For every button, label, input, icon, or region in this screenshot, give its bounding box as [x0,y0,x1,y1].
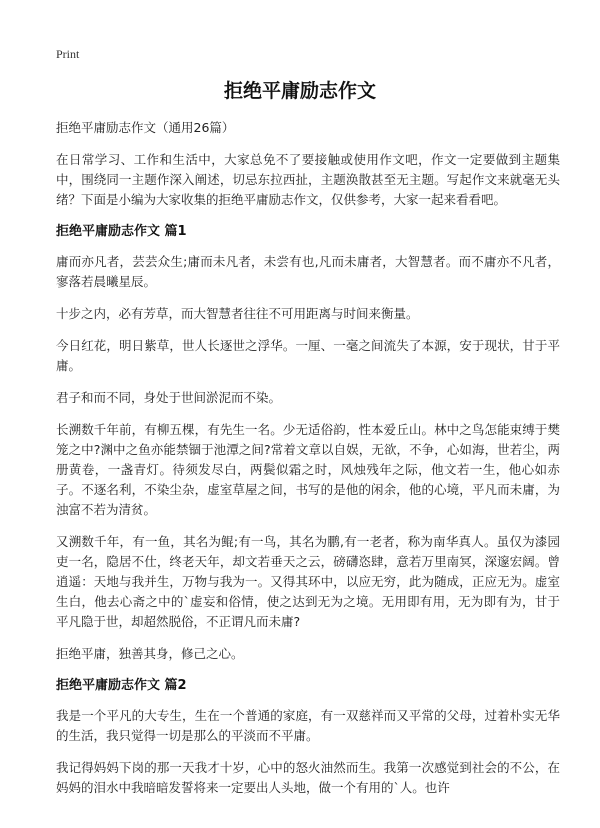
paragraph: 长溯数千年前，有柳五棵，有先生一名。少无适俗韵，性本爱丘山。林中之鸟怎能束缚于樊笼之中?渊中之鱼亦能禁锢于池潭之间?常着文章以自娱，无欲，不争，心如海，世若尘，两册黄卷，一盏青灯。待须发尽白，两鬓似霜之时，风烛残年之际，他文若一生，他心如赤子。不逐名利，不染尘杂，虚室草屋之间，书写的是他的闲余，他的心境，平凡而未庸，为浊富不若为清贫。 [56,422,560,517]
article-body [56,118,560,810]
paragraph: 庸而亦凡者，芸芸众生;庸而未凡者，未尝有也,凡而未庸者，大智慧者。而不庸亦不凡者，寥落若晨曦星辰。 [56,254,560,289]
paragraph: 君子和而不同，身处于世间淤泥而不染。 [56,390,282,405]
paragraph: 今日红花，明日紫草，世人长逐世之浮华。一厘、一毫之间流失了本源，安于现状，甘于平庸。 [56,338,560,373]
paragraph: 拒绝平庸，独善其身，修己之心。 [56,646,244,661]
paragraph: 我记得妈妈下岗的那一天我才十岁，心中的怒火油然而生。我第一次感觉到社会的不公，在妈妈的泪水中我暗暗发誓将来一定要出人头地，做一个有用的`人。也许 [56,760,560,795]
paragraph: 十步之内，必有芳草，而大智慧者往往不可用距离与时间来衡量。 [56,306,419,321]
paragraph: 又溯数千年，有一鱼，其名为鲲;有一鸟，其名为鹏,有一老者，称为南华真人。虽仅为漆园吏一名，隐居不仕，终老天年，却文若垂天之云，磅礴恣肆，意若万里南冥，深邃宏阔。曾逍遥：天地与我并生，万物与我为一。又得其环中，以应无穷，此为随成，正应无为。虚室生白，他去心斋之中的`虚妄和俗情，使之达到无为之境。无用即有用，无为即有为，甘于平凡隐于世，却超然脱俗，不正谓凡而未庸? [56,534,560,629]
print-link[interactable]: Print [56,47,80,61]
page-title: 拒绝平庸励志作文 [223,80,376,102]
section-heading-2: 拒绝平庸励志作文 篇2 [56,678,187,693]
section-heading-1: 拒绝平庸励志作文 篇1 [56,224,187,239]
article-subtitle: 拒绝平庸励志作文（通用26篇） [56,120,235,135]
intro-paragraph: 在日常学习、工作和生活中，大家总免不了要接触或使用作文吧，作文一定要做到主题集中，围绕同一主题作深入阐述，切忌东拉西扯，主题涣散甚至无主题。写起作文来就毫无头绪？下面是小编为大家收集的拒绝平庸励志作文，仅供参考，大家一起来看看吧。 [56,152,560,207]
paragraph: 我是一个平凡的大专生，生在一个普通的家庭，有一双慈祥而又平常的父母，过着朴实无华的生活，我只觉得一切是那么的平淡而不平庸。 [56,708,560,743]
